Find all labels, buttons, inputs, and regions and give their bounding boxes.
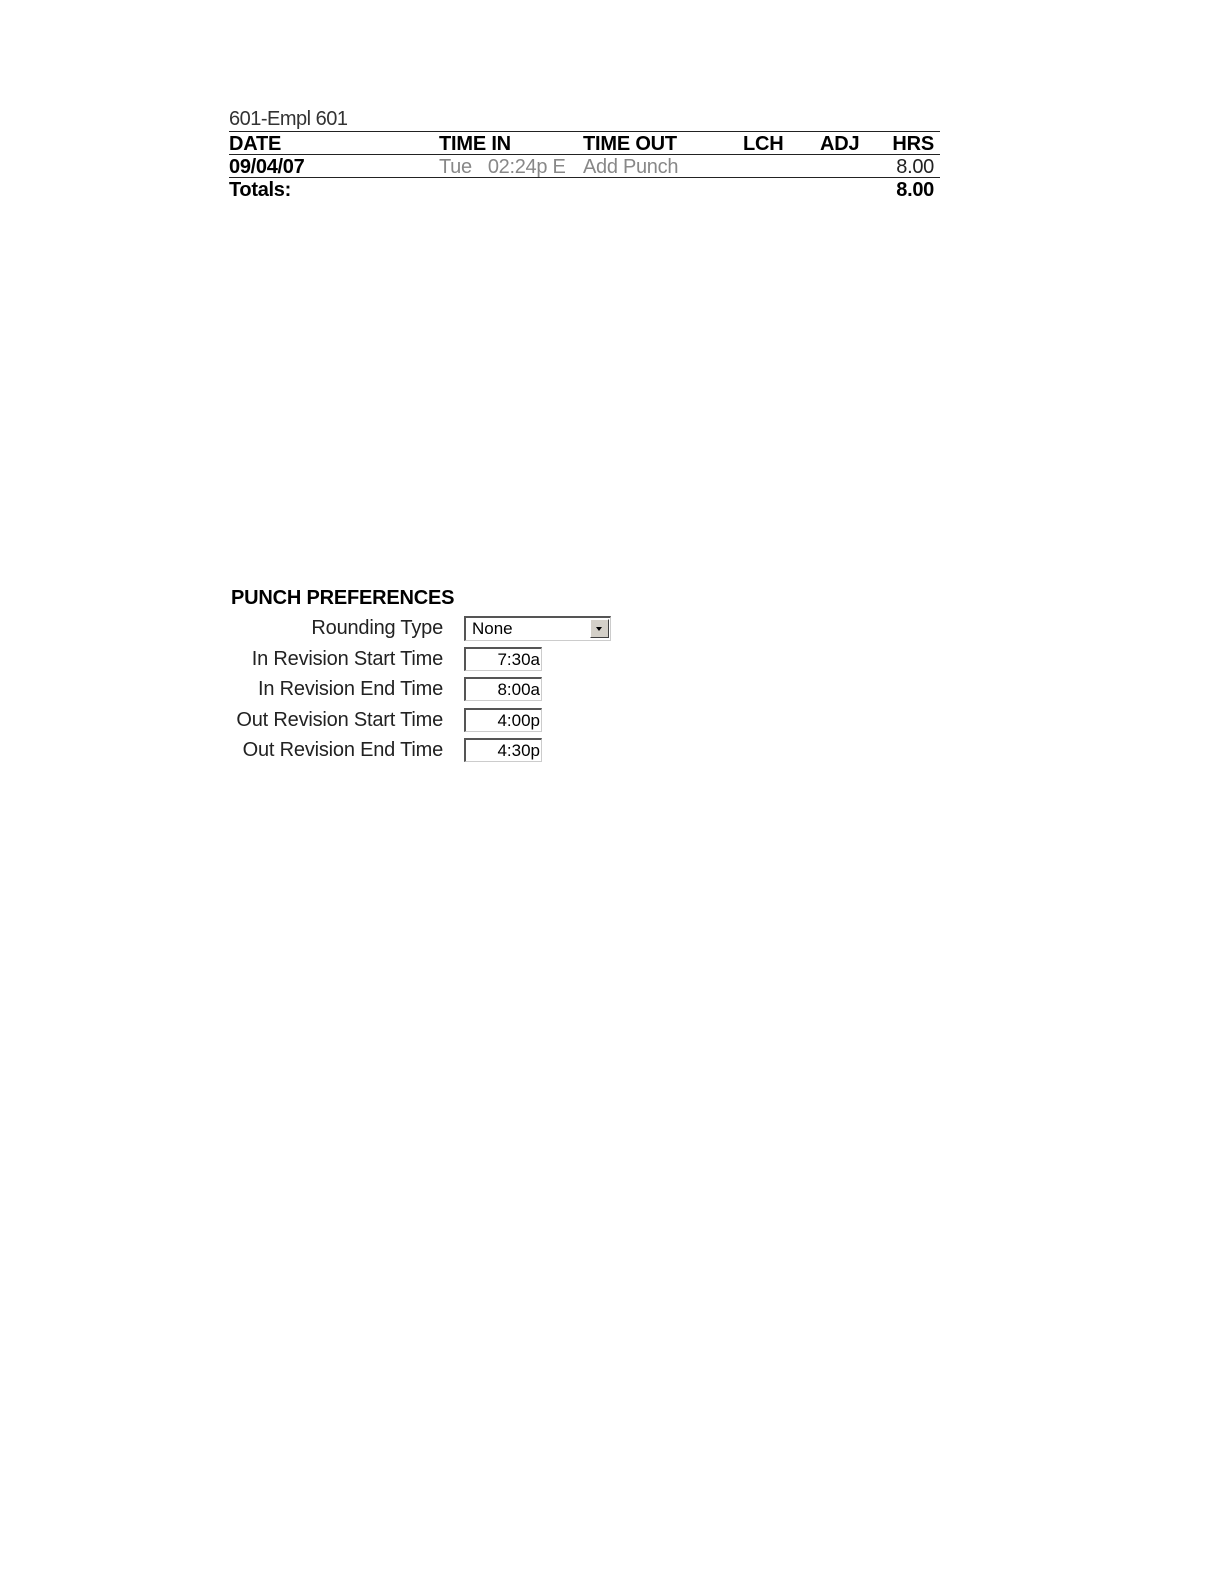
in-revision-end-label: In Revision End Time [258,678,443,700]
rounding-type-label: Rounding Type [311,617,443,639]
rounding-type-select[interactable] [464,616,611,641]
out-revision-end-input[interactable] [464,738,542,762]
chevron-down-icon [596,627,602,631]
rounding-type-value: None [472,619,513,638]
dropdown-button[interactable] [590,619,609,638]
header-adjustment: ADJ [820,133,860,155]
employee-label: 601-Empl 601 [229,108,348,130]
header-time-in: TIME IN [439,133,511,155]
totals-row [229,178,940,200]
punch-preferences-title: PUNCH PREFERENCES [231,587,455,609]
header-lunch: LCH [743,133,784,155]
header-date: DATE [229,133,282,155]
out-revision-end-row [229,738,629,764]
table-header-row [229,132,940,154]
out-revision-start-label: Out Revision Start Time [236,709,443,731]
row-hours: 8.00 [896,156,934,178]
in-revision-start-input[interactable] [464,647,542,671]
in-revision-end-row [229,677,629,703]
in-revision-start-row [229,647,629,673]
totals-hours: 8.00 [896,179,934,201]
row-time-in[interactable] [439,156,566,178]
row-date: 09/04/07 [229,156,305,178]
timecard-table [229,131,940,200]
rounding-type-row [229,616,629,642]
add-punch-link[interactable]: Add Punch [583,156,679,178]
out-revision-start-row [229,708,629,734]
totals-label: Totals: [229,179,291,201]
row-day: Tue [439,156,472,178]
out-revision-end-label: Out Revision End Time [242,739,443,761]
table-row [229,155,940,177]
row-time-in-value: 02:24p E [487,156,566,178]
header-time-out: TIME OUT [583,133,677,155]
in-revision-start-label: In Revision Start Time [251,648,443,670]
header-hours: HRS [892,133,934,155]
out-revision-start-input[interactable] [464,708,542,732]
in-revision-end-input[interactable] [464,677,542,701]
